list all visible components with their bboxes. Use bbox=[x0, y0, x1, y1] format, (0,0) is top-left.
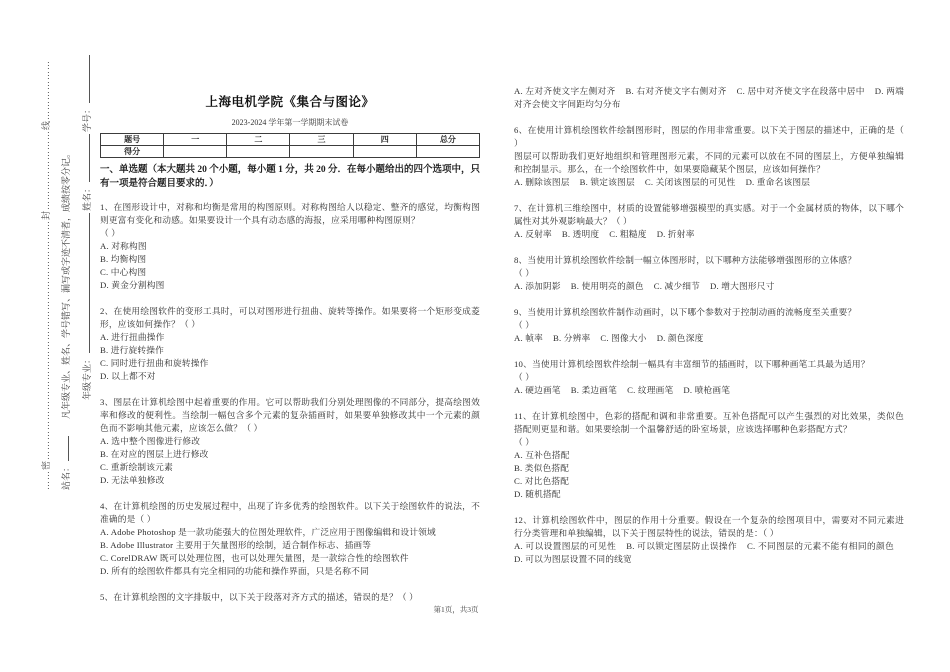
score-cell-empty bbox=[353, 146, 416, 158]
option-item: B. 柔边画笔 bbox=[570, 385, 618, 395]
option-item: B. 类似色搭配 bbox=[514, 463, 570, 473]
score-table-header-cell: 一 bbox=[164, 134, 227, 146]
question-block bbox=[514, 410, 904, 501]
question-text: 11、在计算机绘图中，色彩的搭配和调和非常重要。互补色搭配可以产生强烈的对比效果，类似色搭配则更显和谐。如果要绘制一个温馨舒适的卧室场景，应该选择哪种色彩搭配方式？ bbox=[514, 411, 904, 434]
option-item: C. 中心构图 bbox=[100, 267, 147, 277]
options-line bbox=[514, 228, 904, 241]
score-table-header-cell: 题号 bbox=[101, 134, 164, 146]
question-text: （ ） bbox=[514, 320, 535, 330]
option-item: C. 纹理画笔 bbox=[627, 385, 674, 395]
option-item: A. 对称构图 bbox=[100, 241, 147, 251]
exam-subtitle: 2023-2024 学年第一学期期末试卷 bbox=[231, 118, 349, 127]
option-item: B. Adobe Illustrator 主要用于矢量图形的绘制，适合制作标志、插画等 bbox=[100, 540, 372, 550]
option-item: B. 透明度 bbox=[561, 229, 600, 239]
option-item: C. CorelDRAW 既可以处理位图，也可以处理矢量图，是一款综合性的绘图软件 bbox=[100, 553, 409, 563]
question-text: 7、在计算机三维绘图中，材质的设置能够增强模型的真实感。对于一个金属材质的物体，以下哪个属性对其外观影响最大？（ ） bbox=[514, 203, 904, 226]
score-table-score-row bbox=[101, 146, 480, 158]
score-cell-empty bbox=[416, 146, 479, 158]
option-item: C. 粗糙度 bbox=[609, 229, 647, 239]
option-item: B. 右对齐使文字右侧对齐 bbox=[625, 86, 727, 96]
section-heading: 一、单选题（本大题共 20 个小题，每小题 1 分，共 20 分．在每小题给出的四个选项中，只有一项是符合题目要求的．） bbox=[100, 165, 481, 189]
question-block bbox=[514, 358, 904, 397]
seal-student-id-blank bbox=[81, 55, 90, 103]
score-table bbox=[100, 133, 480, 158]
option-item: C. 关闭该图层的可见性 bbox=[644, 177, 736, 187]
question-text: （ ） bbox=[514, 437, 535, 447]
option-item: A. 进行扭曲操作 bbox=[100, 332, 165, 342]
option-item: D. 两端对齐会使文字间距均匀分布 bbox=[514, 86, 904, 109]
question-block bbox=[100, 305, 480, 383]
question-block bbox=[514, 254, 904, 293]
score-table-header-cell: 总分 bbox=[416, 134, 479, 146]
question-block bbox=[100, 396, 480, 487]
options-line bbox=[514, 280, 904, 293]
options-line bbox=[514, 85, 904, 111]
option-item: A. 帧率 bbox=[514, 333, 543, 343]
score-cell-empty bbox=[227, 146, 290, 158]
option-item: A. 反射率 bbox=[514, 229, 552, 239]
question-text: 12、计算机绘图软件中，图层的作用十分重要。假设在一个复杂的绘图项目中，需要对不同元素进行分类管理和单独编辑，以下关于图层特性的说法，错误的是：（ ） bbox=[514, 515, 904, 538]
seal-dotted-line: ……密………………………………………………………………封……………………线……………… bbox=[41, 59, 51, 490]
question-text: 10、当使用计算机绘图软件绘制一幅具有丰富细节的插画时，以下哪种画笔工具最为适用？ bbox=[514, 359, 870, 369]
options-line bbox=[514, 176, 904, 189]
score-row-label: 得分 bbox=[101, 146, 164, 158]
page-title: 上海电机学院《集合与图论》 bbox=[205, 95, 375, 109]
option-item: D. 增大图形尺寸 bbox=[710, 281, 775, 291]
option-item: B. 分辨率 bbox=[553, 333, 591, 343]
question-block bbox=[100, 591, 480, 604]
option-item: D. 喷枪画笔 bbox=[683, 385, 731, 395]
option-item: D. 颜色深度 bbox=[656, 333, 704, 343]
seal-info-line bbox=[81, 25, 93, 400]
seal-station-label: 站名： bbox=[61, 462, 71, 490]
question-text: 4、在计算机绘图的历史发展过程中，出现了许多优秀的绘图软件。以下关于绘图软件的说法，不准确的是（ ） bbox=[100, 501, 480, 524]
seal-name-label: 姓名： bbox=[82, 183, 92, 211]
option-item: D. 可以为图层设置不同的线宽 bbox=[514, 554, 632, 564]
score-cell-empty bbox=[290, 146, 353, 158]
question-block bbox=[514, 306, 904, 345]
option-item: D. 随机搭配 bbox=[514, 489, 561, 499]
question-block bbox=[514, 202, 904, 241]
option-item: B. 锁定该图层 bbox=[579, 177, 635, 187]
question-text: 3、图层在计算机绘图中起着重要的作用。它可以帮助我们分别处理图像的不同部分，提高绘图效率和修改的便利性。当绘制一幅包含多个元素的复杂插画时，如果要单独修改其中一个元素的颜色而不影响其他元素，应该怎么做？（ ） bbox=[100, 397, 480, 433]
questions-left bbox=[100, 201, 480, 604]
question-text: 2、在使用绘图软件的变形工具时，可以对图形进行扭曲、旋转等操作。如果要将一个矩形变成菱形，应该如何操作？（ ） bbox=[100, 306, 480, 329]
left-column bbox=[100, 92, 480, 617]
option-item: C. 减少细节 bbox=[653, 281, 701, 291]
option-item: D. 无法单独修改 bbox=[100, 475, 165, 485]
option-item: B. 在对应的图层上进行修改 bbox=[100, 449, 209, 459]
options-line bbox=[514, 332, 904, 345]
option-item: D. 折射率 bbox=[656, 229, 695, 239]
question-text: 图层可以帮助我们更好地组织和管理图形元素，不同的元素可以放在不同的图层上，方便单独编辑和控制显示。那么，在一个绘图软件中，如果要隐藏某个图层，应该如何操作？ bbox=[514, 151, 904, 174]
option-item: A. Adobe Photoshop 是一款功能强大的位图处理软件，广泛应用于图像编辑和设计领域 bbox=[100, 527, 436, 537]
option-item: B. 可以锁定图层防止误操作 bbox=[626, 541, 738, 551]
option-item: A. 互补色搭配 bbox=[514, 450, 570, 460]
score-cell-empty bbox=[164, 146, 227, 158]
score-table-header-cell: 三 bbox=[290, 134, 353, 146]
option-item: C. 对比色搭配 bbox=[514, 476, 570, 486]
options-line bbox=[514, 384, 904, 397]
question-text: 6、在使用计算机绘图软件绘制图形时，图层的作用非常重要。以下关于图层的描述中，正确的是（ ） bbox=[514, 125, 904, 148]
option-item: D. 黄金分割构图 bbox=[100, 280, 165, 290]
seal-station-blank bbox=[60, 436, 69, 461]
question-text: （ ） bbox=[514, 268, 535, 278]
score-table-header-cell: 四 bbox=[353, 134, 416, 146]
option-item: A. 左对齐使文字左侧对齐 bbox=[514, 86, 616, 96]
option-item: A. 添加阴影 bbox=[514, 281, 561, 291]
question-block bbox=[514, 85, 904, 111]
score-table-header-cell: 二 bbox=[227, 134, 290, 146]
right-column bbox=[514, 85, 904, 579]
question-block bbox=[100, 500, 480, 578]
option-item: C. 不同图层的元素不能有相同的颜色 bbox=[747, 541, 894, 551]
seal-name-blank bbox=[81, 134, 90, 182]
seal-warning-line bbox=[60, 28, 72, 490]
question-text: （ ） bbox=[514, 372, 535, 382]
option-item: D. 所有的绘图软件都具有完全相同的功能和操作界面，只是名称不同 bbox=[100, 566, 369, 576]
option-item: A. 硬边画笔 bbox=[514, 385, 561, 395]
question-block bbox=[100, 201, 480, 292]
question-text: （ ） bbox=[100, 228, 121, 238]
option-item: A. 可以设置图层的可见性 bbox=[514, 541, 617, 551]
question-text: 9、当使用计算机绘图软件制作动画时，以下哪个参数对于控制动画的流畅度至关重要？ bbox=[514, 307, 857, 317]
option-item: A. 选中整个图像进行修改 bbox=[100, 436, 201, 446]
seal-warning-text: 凡年级专业、姓名、学号错写、漏写或字迹不清者，成绩按零分记。 bbox=[61, 148, 71, 419]
question-block bbox=[514, 514, 904, 566]
seal-student-id-label: 学号： bbox=[82, 104, 92, 132]
option-item: C. 重新绘制该元素 bbox=[100, 462, 173, 472]
option-item: A. 删除该图层 bbox=[514, 177, 570, 187]
question-text: 5、在计算机绘图的文字排版中，以下关于段落对齐方式的描述，错误的是？（ ） bbox=[100, 592, 418, 602]
page-number: 第1页，共3页 bbox=[433, 605, 479, 614]
option-item: C. 图像大小 bbox=[600, 333, 647, 343]
option-item: B. 进行旋转操作 bbox=[100, 345, 165, 355]
option-item: C. 居中对齐使文字在段落中居中 bbox=[736, 86, 865, 96]
option-item: D. 以上都不对 bbox=[100, 371, 156, 381]
score-table-header-row bbox=[101, 134, 480, 146]
options-line bbox=[514, 540, 904, 566]
question-text: 1、在图形设计中，对称和均衡是常用的构图原则。对称构图给人以稳定、整齐的感觉，均衡构图则更富有变化和动感。如果要设计一个具有动态感的海报，应采用哪种构图原则？ bbox=[100, 202, 480, 225]
option-item: B. 均衡构图 bbox=[100, 254, 147, 264]
option-item: B. 使用明亮的颜色 bbox=[570, 281, 644, 291]
question-block bbox=[514, 124, 904, 189]
question-text: 8、当使用计算机绘图软件绘制一幅立体图形时，以下哪种方法能够增强图形的立体感？ bbox=[514, 255, 857, 265]
seal-grade-major-label: 年级专业： bbox=[82, 354, 92, 400]
seal-grade-major-blank bbox=[81, 213, 90, 353]
option-item: C. 同时进行扭曲和旋转操作 bbox=[100, 358, 209, 368]
option-item: D. 重命名该图层 bbox=[745, 177, 811, 187]
